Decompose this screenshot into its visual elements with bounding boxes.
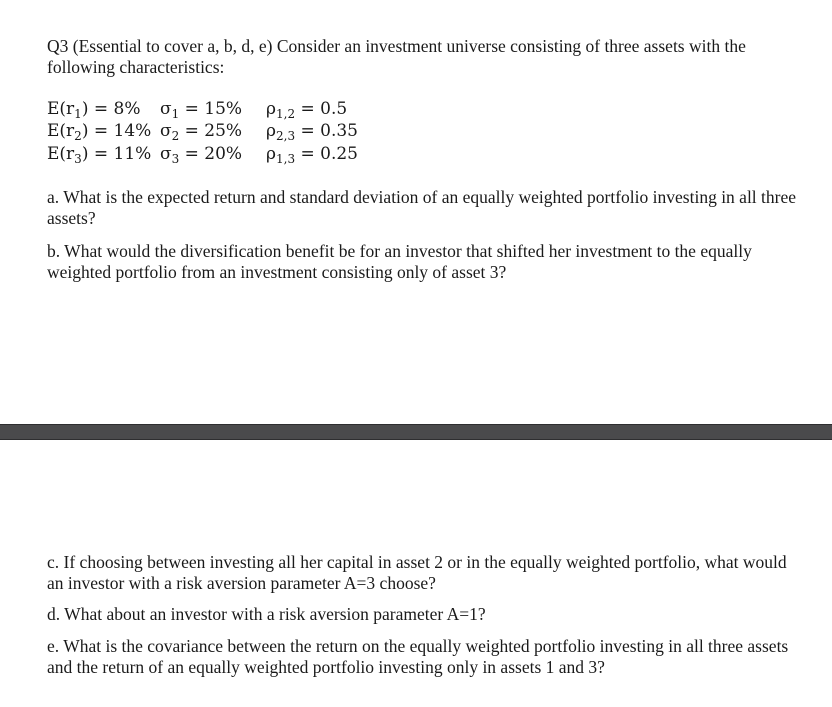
page-divider bbox=[0, 424, 832, 440]
correlation-1-2: $\rho_{1,2} = 0.5$ bbox=[266, 98, 348, 121]
part-b bbox=[47, 241, 807, 283]
part-a-text: a. What is the expected return and standard deviation of an equally weighted portfolio investing in all three assets? bbox=[47, 187, 797, 228]
std-dev-2: $\sigma_2 = 25\%$ bbox=[160, 121, 243, 144]
question-intro-text: Q3 (Essential to cover a, b, d, e) Consider an investment universe consisting of three assets with the following characteristics: bbox=[47, 36, 746, 77]
asset-row-1 bbox=[47, 98, 358, 121]
part-e-text: e. What is the covariance between the return on the equally weighted portfolio investing in all three assets and the return of an equally weighted portfolio investing only in assets 1 and 3? bbox=[47, 636, 789, 677]
expected-return-2: $E(r_2) = 14\%$ bbox=[47, 121, 152, 144]
expected-return-3: $E(r_3) = 11\%$ bbox=[47, 143, 152, 166]
asset-row-3 bbox=[47, 143, 358, 166]
correlation-1-3: $\rho_{1,3} = 0.25$ bbox=[266, 143, 358, 166]
std-dev-3: $\sigma_3 = 20\%$ bbox=[160, 143, 243, 166]
part-c-text: c. If choosing between investing all her capital in asset 2 or in the equally weighted portfolio, what would an investor with a risk aversion parameter A=3 choose? bbox=[47, 552, 787, 593]
part-b-text: b. What would the diversification benefit be for an investor that shifted her investment to the equally weighted portfolio from an investment consisting only of asset 3? bbox=[47, 241, 752, 282]
std-dev-1: $\sigma_1 = 15\%$ bbox=[160, 98, 243, 121]
asset-row-2 bbox=[47, 121, 358, 144]
part-d bbox=[47, 604, 807, 625]
asset-characteristics bbox=[47, 98, 358, 166]
part-a bbox=[47, 187, 807, 229]
part-c bbox=[47, 552, 807, 594]
part-e bbox=[47, 636, 807, 678]
part-d-text: d. What about an investor with a risk aversion parameter A=1? bbox=[47, 604, 486, 624]
expected-return-1: $E(r_1) = 8\%$ bbox=[47, 98, 141, 121]
question-intro bbox=[47, 36, 807, 78]
correlation-2-3: $\rho_{2,3} = 0.35$ bbox=[266, 121, 358, 144]
